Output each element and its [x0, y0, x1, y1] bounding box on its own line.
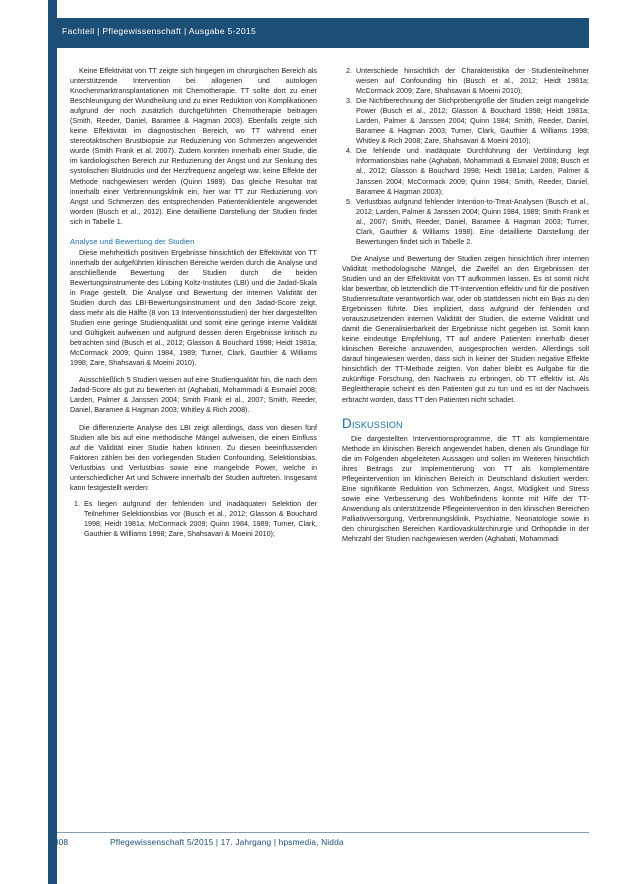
paragraph: Keine Effektivität von TT zeigte sich hingegen im chirurgischen Bereich als unterstützende Intervention bei allogenen und autologen Knochenmarktransplantationen mit Chemotherapie. TT sollte dort zu einer Beschleunigung der Wundheilung und zu einer Reduktion von Komplikationen aufgrund der noch zusätzlich durchgeführten Chemotherapie beitragen (Smith, Reeder, Daniel, Baramee & Hagman 2003). Ebenfalls zeigte sich keine Effektivität im diagnostischen Bereich, wo TT während einer stereotaktischen Brustbiopsie zur Reduzierung von Schmerzen angewendet wurde (Smith Frank et al. 2007). Zudem konnten innerhalb einer Studie, die im kardiologischen Bereich zur Reduzierung der Angst und zur Senkung des systolischen Blutdrucks und der Herzfrequenz angelegt war, keine Effekte der Methode nachgewiesen werden (Quinn 1989). Das gleiche Resultat trat innerhalb einer Verbrennungsklinik ein, hier war TT zur Reduzierung von Angst und Schmerzen des entsprechenden Patientenklientele angewendet worden (Busch et al., 2012). Eine detaillierte Darstellung der Studien findet sich in Tabelle 1.: [70, 67, 317, 226]
paragraph: Die dargestellten Interventionsprogramme, die TT als komplementäre Methode im klinischen Bereich angewendet haben, dienen als Grundlage für die im Folgenden abgeleiteten Aussagen und sollen im Weiteren hinsichtlich ihres Beitrags zur Implementierung von TT als komplementäre Pflegeintervention im klinischen Bereich in Deutschland diskutiert werden: Eine signifikante Reduktion von Schmerzen, Angst, Müdigkeit und Stress sowie eine Verbesserung des Wohlbefindens konnte mit Hilfe der TT-Anwendung als unterstützende Pflegeintervention in den klinischen Bereichen Palliativversorgung, Verbrennungsklinik, Psychiatrie, Neonatologie sowie in den chirurgischen Bereichen Kardiovaskulärchirurgie und Orthopädie in der Mehrzahl der Studien nachgewiesen werden (Aghabati, Mohammadi: [342, 434, 589, 544]
article-content: [70, 66, 589, 826]
paragraph: Diese mehrheitlich positiven Ergebnisse hinsichtlich der Effektivität von TT innerhalb der aufgeführten klinischen Bereiche werden durch die Analyse und anschließende Bewertung der Studien durch die beiden Bewertungsinstrumente des Lübing Koltz-Institutes (LBI) und die Jadad-Skala in Frage gestellt. Die Analyse und Bewertung der internen Validität der Studien durch das LBI-Bewertungsinstrument und den Jadad-Score zeigt, dass mehr als die Hälfte (8 von 13 Interventionsstudien) der hier dargestellten Studien eine geringe Studienqualität und somit eine geringe interne Validität und Gültigkeit aufweisen und aufgrund dessen deren Ergebnisse kritisch zu betrachten sind (Busch et al., 2012; Glasson & Bouchard 1998; Heidt 1981a; McCormack 2009; Quinn 1984, 1989; Turner, Clark, Gauthier & Williams 1998; Zare, Shahsavari & Moeini 2010).: [70, 248, 317, 368]
list-item: 1. Es liegen aufgrund der fehlenden und inadäquaten Selektion der Teilnehmer Selektionsbias vor (Busch et al., 2012; Glasson & Bouchard 1998; Heidt 1981a; McCormack 2009; Quinn 1984, 1989; Turner, Clark, Gauthier & Williams 1998; Zare, Shahsavari & Moeini 2010);: [82, 499, 317, 539]
left-accent-bar: [48, 0, 57, 884]
section-heading-diskussion: Diskussion: [342, 415, 403, 431]
column-right: [342, 66, 589, 826]
findings-list-right: [342, 66, 589, 247]
paragraph: Die differenzierte Analyse des LBI zeigt allerdings, dass von diesen fünf Studien alle bis auf eine methodische Mängel aufweisen, die einen Einfluss auf die Validität einer Studie haben können. Zu diesen beeinflussenden Faktoren zählen bei den vorliegenden Studien Confounding, Selektionsbias, Verlustbias und Verlustbias sowie eine mangelnde Power, welche in unterschiedlicher Art und Schwere innerhalb der Studien auftreten. Insgesamt kann festgestellt werden:: [70, 423, 317, 492]
list-item: 4. Die fehlende und inadäquate Durchführung der Verblindung legt Informationsbias nahe (Aghabati, Mohammadi & Esmaiel 2008; Busch et al., 2012; Glasson & Bouchard 1998; Heidt 1981a; Larden, Palmer & Janssen 2004; McCormack 2009; Quinn 1984; Smith, Reeder, Daniel, Baramee & Hagman 2003);: [354, 146, 589, 196]
paragraph: Die Analyse und Bewertung der Studien zeigen hinsichtlich ihrer internen Validität methodologische Mängel, die Zweifel an den Ergebnissen der Studien und an der Effektivität von TT aufkommen lassen. Es ist somit nicht klar bewertbar, ob letztendlich die TT-Intervention effektiv und für die positiven Studienresultate verantwortlich war, oder ob stattdessen nicht ein Bias zu den Ergebnissen führte. Dies impliziert, dass aufgrund der fehlenden und vorauszusetzenden internen Validität der Studien, die externe Validität und damit die Generalisierbarkeit der Ergebnisse nicht gegeben ist. Somit kann keine eindeutige Empfehlung, TT auf andere Patienten innerhalb dieser klinischen Bereiche anzuwenden, ausgesprochen werden. Allerdings soll darauf hingewiesen werden, dass sich in keiner der Studien negative Effekte hinsichtlich der TT-Methode zeigten. Von daher bleibt es Aufgabe für die zukünftige Forschung, den Nachweis zu erbringen, ob TT effektiv ist. Als Begleittherapie scheint es den Patienten gut zu tun und es ist der Nachweis erbracht worden, dass TT den Patienten nicht schadet.: [342, 254, 589, 404]
footer-info: Pflegewissenschaft 5/2015 | 17. Jahrgang | hpsmedia, Nidda: [110, 837, 344, 847]
breadcrumb: Fachteil | Pflegewissenschaft | Ausgabe 5-2015: [62, 26, 257, 36]
list-item: 3. Die Nichtberechnung der Stichprobengröße der Studien zeigt mangelnde Power (Busch et al., 2012; Glasson & Bouchard 1998; Heidt 1981a; Larden, Palmer & Janssen 2004; Quinn 1984; Smith, Reeder, Daniel, Baramee & Hagman 2003; Turner, Clark, Gauthier & Williams 1998; Whitley & Rich 2008; Zare, Shahsavari & Moeini 2010);: [354, 96, 589, 146]
paragraph: Ausschließlich 5 Studien weisen auf eine Studienqualität hin, die nach dem Jadad-Score als gut zu bewerten ist (Aghabati, Mohammadi & Esmaiel 2008; Larden, Palmer & Janssen 2004; Smith Frank et al., 2007; Smith, Reeder, Daniel, Baramee & Hagman 2003; Whitley & Rich 2008).: [70, 376, 317, 415]
column-left: [70, 66, 317, 826]
page-footer: [48, 832, 589, 854]
page-number: 308: [54, 837, 68, 847]
section-heading-analyse: Analyse und Bewertung der Studien: [70, 236, 195, 246]
findings-list-left: [70, 499, 317, 539]
list-item: 5. Verlustbias aufgrund fehlender Intention-to-Treat-Analysen (Busch et al., 2012; Larden, Palmer & Janssen 2004; Quinn 1984, 1989; Smith Frank et al., 2007; Smith, Reeder, Daniel, Baramee & Hagman 2003; Turner, Clark, Gauthier & Williams 1998). Eine detaillierte Darstellung der Bewertungen findet sich in Tabelle 2.: [354, 197, 589, 247]
list-item: 2. Unterschiede hinsichtlich der Charakteristika der Studienteilnehmer weisen auf Confounding hin (Busch et al., 2012; Heidt 1981a; McCormack 2009; Zare, Shahsavari & Moeini 2010);: [354, 66, 589, 96]
page-header: [48, 18, 589, 48]
footer-divider: [48, 832, 589, 833]
